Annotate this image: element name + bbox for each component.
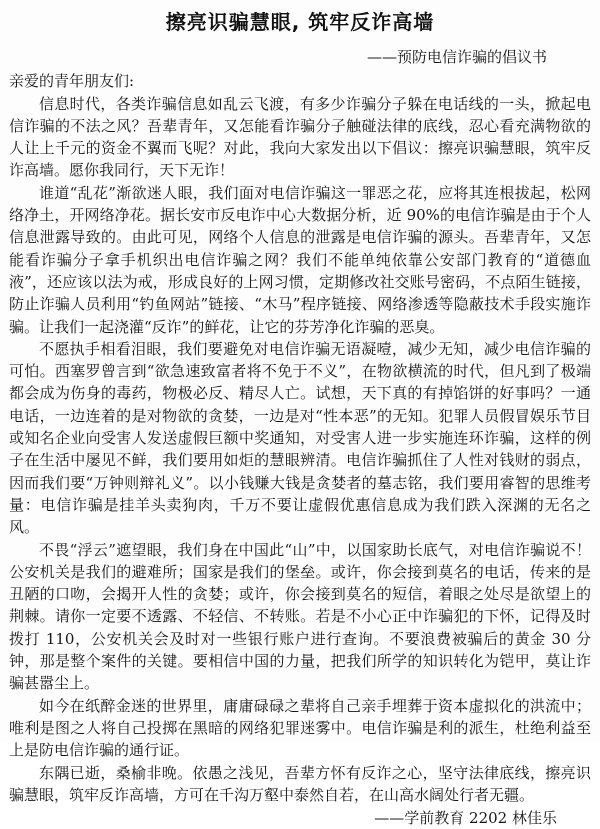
paragraph: 不愿执手相看泪眼，我们要避免对电信诈骗无语凝噎，减少无知，减少电信诈骗的可怕。西塞罗曾言到“欲急速致富者将不免于不义”，在物欲横流的时代，但凡到了极端都会成为伤身的毒药，物极必反、精尽人亡。试想，天下真的有掉馅饼的好事吗？一通电话，一边连着的是对物欲的贪婪，一边是对“性本恶”的无知。犯罪人员假冒娱乐节目或知名企业向受害人发送虚假巨额中奖通知，对受害人进一步实施连环诈骗，这样的例子在生活中屡见不鲜，我们要用如炬的慧眼辨清。电信诈骗抓住了人性对钱财的弱点，因而我们要“万钟则辩礼义”。以小钱赚大钱是贪婪者的墓志铭，我们要用睿智的思维考量：电信诈骗是挂羊头卖狗肉，千万不要让虚假优惠信息成为我们跌入深渊的无名之风。 [9, 339, 591, 537]
paragraph: 谁道“乱花”渐欲迷人眼，我们面对电信诈骗这一罪恶之花，应将其连根拔起，松网络净土，开网络净花。据长安市反电诈中心大数据分析，近 90%的电信诈骗是由于个人信息泄露导致的。由此可见，网络个人信息的泄露是电信诈骗的源头。吾辈青年，又怎能看诈骗分子拿手机织出电信诈骗之网？我们不能单纯依靠公安部门教育的“道德血液”，还应该以法为戒，形成良好的上网习惯，定期修改社交账号密码，不点陌生链接，防止诈骗人员利用“钓鱼网站”链接、“木马”程序链接、网络渗透等隐蔽技术手段实施诈骗。让我们一起浇灌“反诈”的鲜花，让它的芬芳净化诈骗的恶臭。 [9, 183, 591, 336]
signature: ——学前教育 2202 林佳乐 [374, 809, 557, 828]
document-subtitle: ——预防电信诈骗的倡议书 [366, 48, 547, 66]
document-body [9, 70, 591, 806]
salutation: 亲爱的青年朋友们: [9, 72, 135, 91]
paragraph: 不畏“浮云”遮望眼，我们身在中国此“山”中，以国家助长底气，对电信诈骗说不！公安机关是我们的避难所；国家是我们的堡垒。或许，你会接到莫名的电话，传来的是丑陋的口吻，会揭开人性的贪婪；或许，你会接到莫名的短信，着眼之处尽是欲望上的荆棘。请你一定要不透露、不轻信、不转账。若是不小心正中诈骗犯的下怀，记得及时拨打 110，公安机关会及时对一些银行账户进行查询。不要浪费被骗后的黄金 30 分钟，那是整个案件的关键。要相信中国的力量，把我们所学的知识转化为铠甲，莫让诈骗甚嚣尘上。 [9, 540, 591, 693]
paragraph: 信息时代，各类诈骗信息如乱云飞渡，有多少诈骗分子躲在电话线的一头，掀起电信诈骗的不法之风？吾辈青年，又怎能看诈骗分子触碰法律的底线，忍心看充满物欲的人让上千元的资金不翼而飞呢？对此，我向大家发出以下倡议：擦亮识骗慧眼，筑牢反诈高墙。愿你我同行，天下无诈！ [9, 94, 591, 180]
paragraph: 如今在纸醉金迷的世界里，庸庸碌碌之辈将自己亲手埋葬于资本虚拟化的洪流中；唯利是图之人将自己投掷在黑暗的网络犯罪迷雾中。电信诈骗是利的派生，杜绝利益至上是防电信诈骗的通行证。 [9, 696, 591, 760]
paragraph: 东隅已逝，桑榆非晚。依愚之浅见，吾辈方怀有反诈之心，坚守法律底线，擦亮识骗慧眼，筑牢反诈高墙，方可在千沟万壑中泰然自若，在山高水阔处行者无疆。 [9, 763, 591, 804]
document-title: 擦亮识骗慧眼, 筑牢反诈高墙 [165, 10, 435, 34]
